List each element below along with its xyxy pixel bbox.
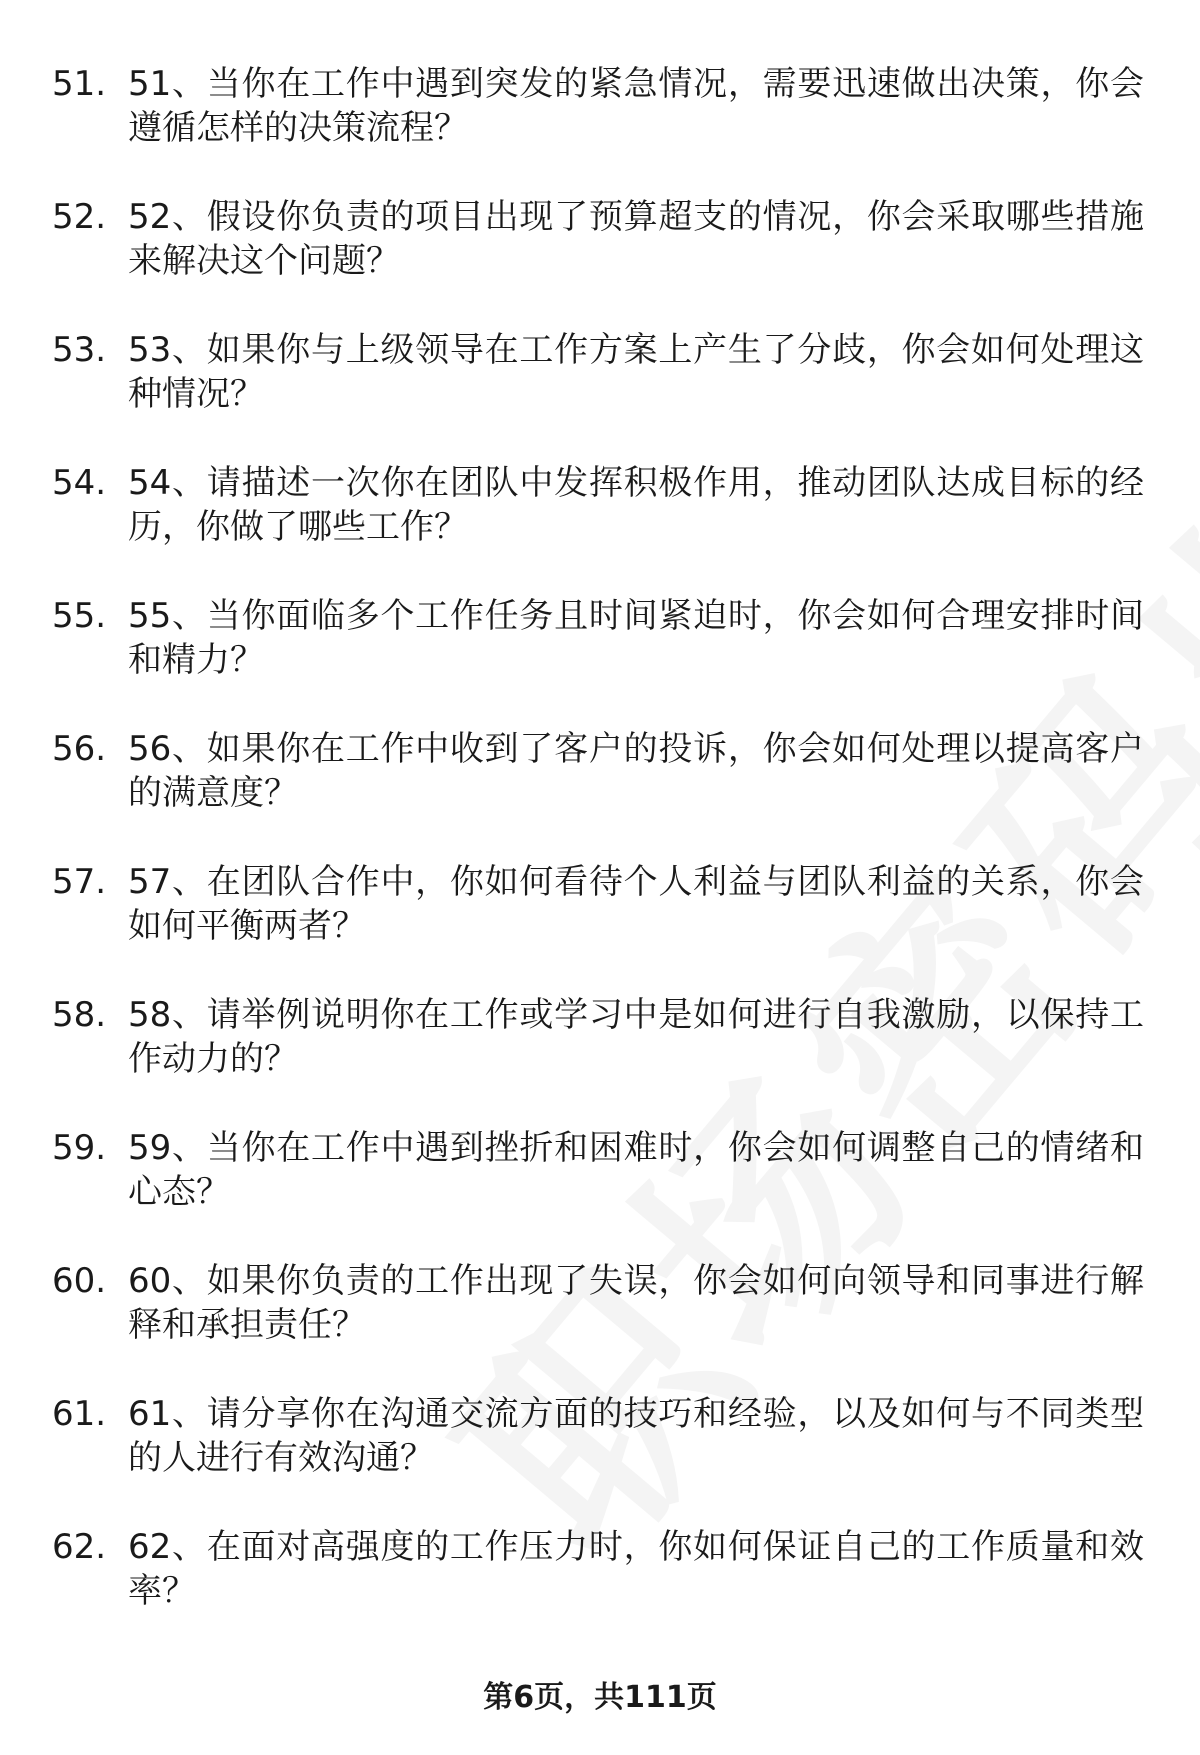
question-text: 61、请分享你在沟通交流方面的技巧和经验，以及如何与不同类型的人进行有效沟通？ (128, 1394, 1144, 1478)
question-number: 62. (52, 1527, 107, 1567)
question-number: 55. (52, 596, 107, 636)
question-number: 58. (52, 995, 107, 1035)
page-footer: 第6页，共111页 (483, 1680, 717, 1715)
question-item-51 (0, 62, 1200, 195)
question-item-55 (0, 594, 1200, 727)
question-text: 53、如果你与上级领导在工作方案上产生了分歧，你会如何处理这种情况？ (128, 330, 1144, 414)
question-number: 56. (52, 729, 107, 769)
question-number: 60. (52, 1261, 107, 1301)
question-number: 52. (52, 197, 107, 237)
question-text: 57、在团队合作中，你如何看待个人利益与团队利益的关系，你会如何平衡两者？ (128, 862, 1144, 946)
question-item-59 (0, 1126, 1200, 1259)
question-text: 59、当你在工作中遇到挫折和困难时，你会如何调整自己的情绪和心态？ (128, 1128, 1144, 1212)
question-item-61 (0, 1392, 1200, 1525)
question-number: 57. (52, 862, 107, 902)
question-text: 52、假设你负责的项目出现了预算超支的情况，你会采取哪些措施来解决这个问题？ (128, 197, 1144, 281)
question-list (0, 62, 1200, 1658)
question-item-58 (0, 993, 1200, 1126)
question-number: 59. (52, 1128, 107, 1168)
question-item-54 (0, 461, 1200, 594)
question-text: 55、当你面临多个工作任务且时间紧迫时，你会如何合理安排时间和精力？ (128, 596, 1144, 680)
question-text: 62、在面对高强度的工作压力时，你如何保证自己的工作质量和效率？ (128, 1527, 1144, 1611)
question-text: 56、如果你在工作中收到了客户的投诉，你会如何处理以提高客户的满意度？ (128, 729, 1144, 813)
question-item-57 (0, 860, 1200, 993)
question-text: 54、请描述一次你在团队中发挥积极作用，推动团队达成目标的经历，你做了哪些工作？ (128, 463, 1144, 547)
question-text: 51、当你在工作中遇到突发的紧急情况，需要迅速做出决策，你会遵循怎样的决策流程？ (128, 64, 1144, 148)
question-item-62 (0, 1525, 1200, 1658)
question-number: 61. (52, 1394, 107, 1434)
question-number: 53. (52, 330, 107, 370)
question-text: 60、如果你负责的工作出现了失误，你会如何向领导和同事进行解释和承担责任？ (128, 1261, 1144, 1345)
question-item-52 (0, 195, 1200, 328)
question-item-56 (0, 727, 1200, 860)
question-item-53 (0, 328, 1200, 461)
question-text: 58、请举例说明你在工作或学习中是如何进行自我激励，以保持工作动力的？ (128, 995, 1144, 1079)
question-number: 54. (52, 463, 107, 503)
question-item-60 (0, 1259, 1200, 1392)
question-number: 51. (52, 64, 107, 104)
